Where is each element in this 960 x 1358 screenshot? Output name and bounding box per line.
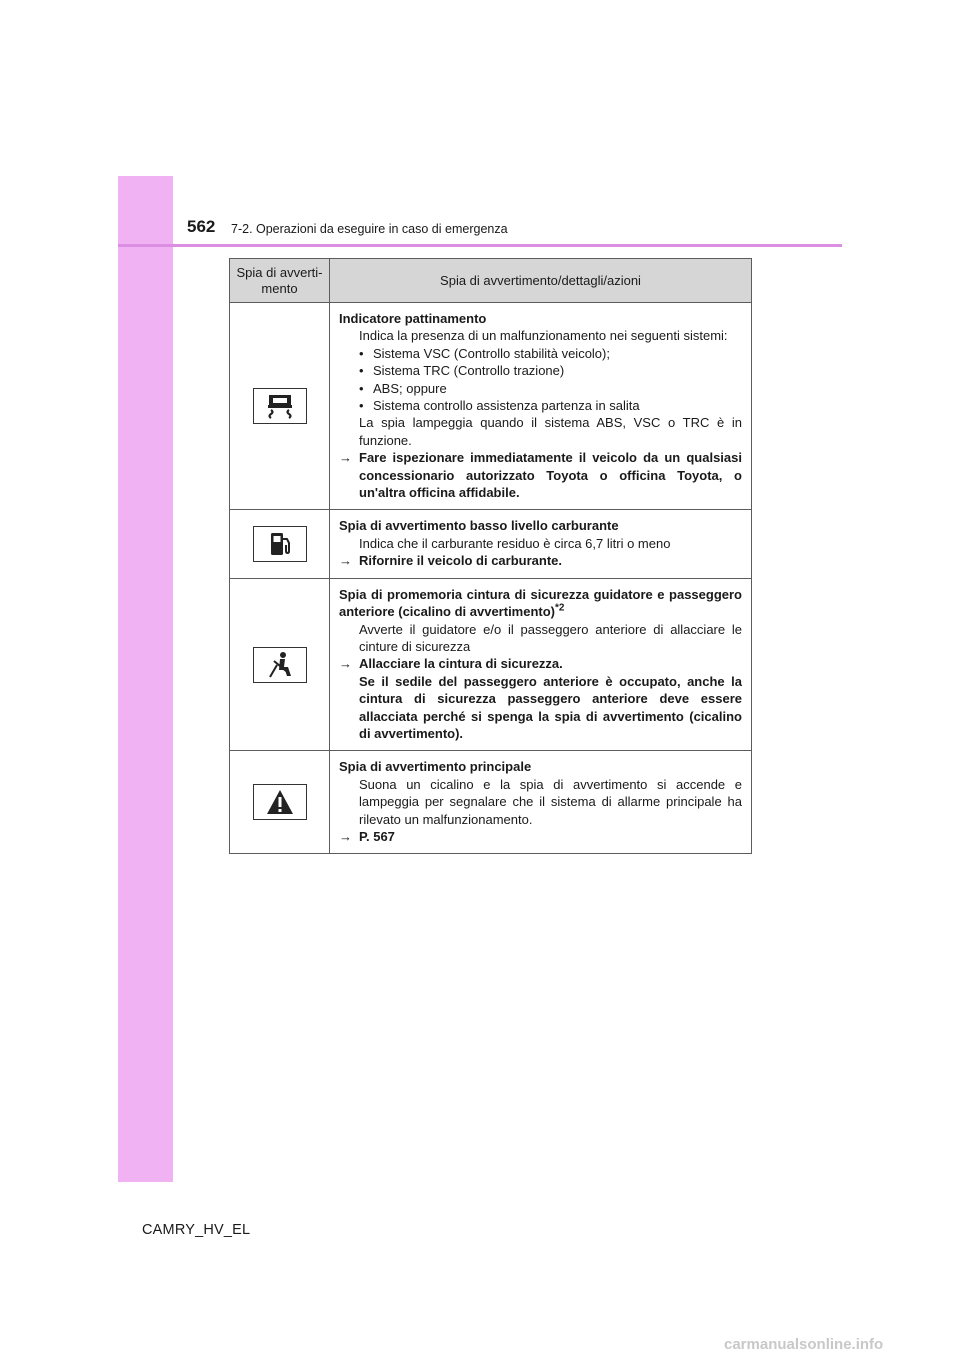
row-action-detail: Se il sedile del passeggero anteriore è occupato, anche la cintura di sicurezza passeggero anteriore deve essere allacciata perché si spenga la spia di avvertimento (cicalino di avvertimento).: [359, 673, 742, 741]
fuel-pump-icon: [253, 526, 307, 562]
row-action: → Allacciare la cintura di sicurezza.: [339, 656, 563, 672]
row-title: Spia di promemoria cintura di sicurezza guidatore e passeggero anteriore (cicalino di avvertimento)$^{*2}$: [339, 586, 742, 620]
row-note: La spia lampeggia quando il sistema ABS, VSC o TRC è in funzione.: [359, 415, 742, 448]
row-intro: Indica che il carburante residuo è circa 6,7 litri o meno: [359, 535, 671, 551]
master-warning-icon: [253, 784, 307, 820]
table-header-row: [230, 259, 752, 303]
row-title: Spia di avvertimento principale: [339, 759, 532, 775]
warning-lights-table: [229, 258, 752, 854]
row-intro: Avverte il guidatore e/o il passeggero anteriore di allacciare le cinture di sicurezza: [359, 621, 742, 654]
row-title: Spia di avvertimento basso livello carburante: [339, 518, 619, 534]
table-row: [230, 510, 752, 578]
row-intro: Indica la presenza di un malfunzionamento nei seguenti sistemi:: [359, 328, 728, 344]
bullet-item: • Sistema TRC (Controllo trazione): [359, 363, 565, 379]
col-header-details: Spia di avvertimento/dettagli/azioni: [330, 259, 752, 303]
row-action: → Fare ispezionare immediatamente il veicolo da un qualsiasi concessionario autorizzato Toyota o officina Toyota, o un'altra officina affidabile.: [339, 450, 742, 501]
watermark: carmanualsonline.info: [724, 1336, 884, 1353]
col-header-light: Spia di avverti-mento: [230, 259, 330, 303]
header-rule: [118, 244, 842, 247]
row-intro: Suona un cicalino e la spia di avvertimento si accende e lampeggia per segnalare che il sistema di allarme principale ha rilevato un malfunzionamento.: [359, 776, 742, 827]
seatbelt-reminder-icon: [253, 647, 307, 683]
bullet-item: • Sistema VSC (Controllo stabilità veicolo);: [359, 345, 610, 361]
row-action: → P. 567: [339, 828, 395, 844]
bullet-item: • ABS; oppure: [359, 380, 447, 396]
row-action: → Rifornire il veicolo di carburante.: [339, 553, 562, 569]
side-tab-band: [118, 176, 173, 1182]
row-title: Indicatore pattinamento: [339, 311, 487, 326]
table-row: [230, 303, 752, 510]
table-row: [230, 751, 752, 854]
page-number: 562: [187, 217, 216, 236]
model-code: CAMRY_HV_EL: [142, 1222, 251, 1238]
skid-indicator-icon: [253, 388, 307, 424]
bullet-item: • Sistema controllo assistenza partenza in salita: [359, 398, 640, 414]
table-row: [230, 578, 752, 751]
section-title: 7-2. Operazioni da eseguire in caso di emergenza: [231, 222, 508, 236]
